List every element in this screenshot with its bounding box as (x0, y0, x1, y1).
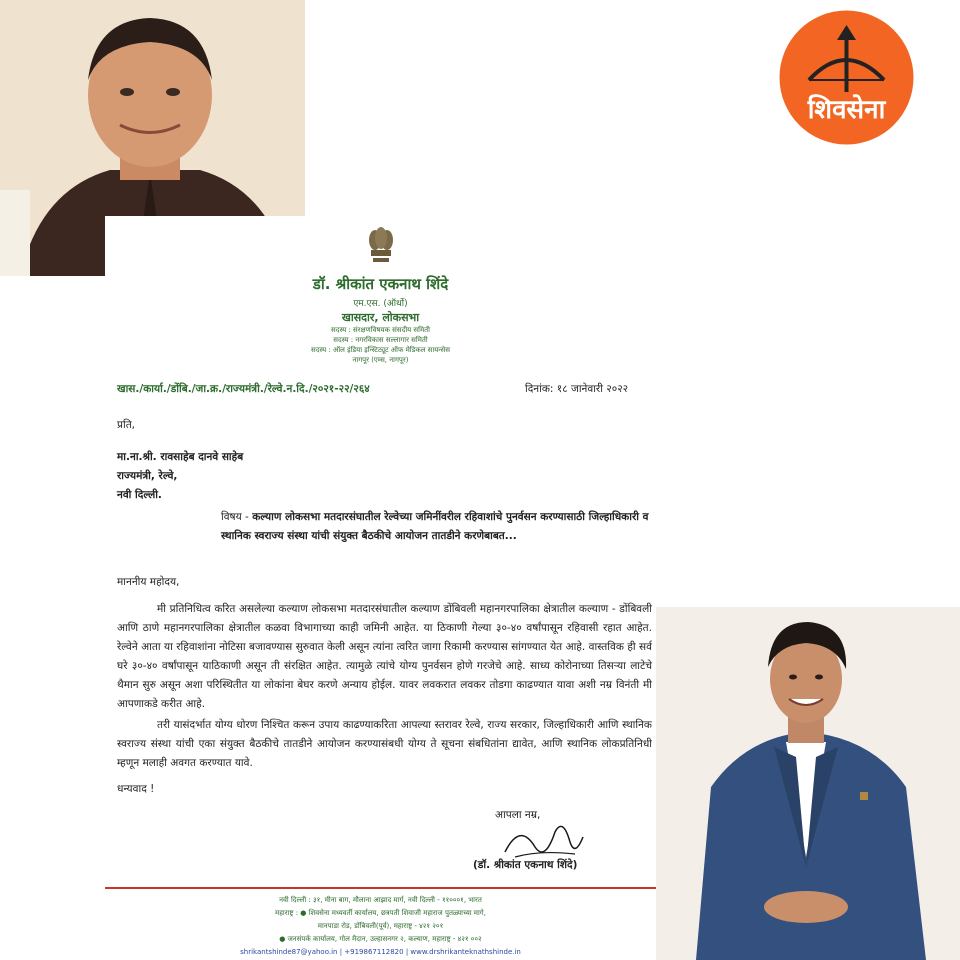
subject-text: कल्याण लोकसभा मतदारसंघातील रेल्वेच्या जमिनींवरील रहिवाशांचे पुनर्वसन करण्यासाठी जिल्हाधिकारी व स्थानिक स्वराज्य संस्था यांची संयुक्त बैठकीचे आयोजन तातडीने करणेबाबत... (221, 511, 649, 542)
salutation: माननीय महोदय, (117, 576, 180, 588)
recipient-name: मा.ना.श्री. रावसाहेब दानवे साहेब (117, 451, 244, 463)
footer-line: नवी दिल्ली : ३१, मीना बाग, मौलाना आझाद मार्ग, नवी दिल्ली - ११०००१, भारत (279, 896, 482, 904)
membership-line: सदस्य : नगरविकास सल्लागार समिती (333, 336, 428, 344)
membership-line: नागपूर (एम्स, नागपूर) (352, 356, 409, 364)
thanks-text: धन्यवाद ! (117, 783, 155, 795)
to-label: प्रति, (117, 419, 136, 431)
footer-line: मानपाडा रोड, डोंबिवली(पूर्व), महाराष्ट्र - ४२१ २०१ (317, 922, 444, 930)
closing-text: आपला नम्र, (495, 809, 541, 821)
footer-line: महाराष्ट्र : ● शिवसेना मध्यवर्ती कार्यालय, छत्रपती शिवाजी महाराज पुतळ्याच्या मागे, (275, 909, 486, 917)
letterhead-name: डॉ. श्रीकांत एकनाथ शिंदे (312, 275, 449, 293)
signatory-name: (डॉ. श्रीकांत एकनाथ शिंदे) (473, 859, 578, 871)
footer-line: ● जनसंपर्क कार्यालय, गोल मैदान, उल्हासनगर २, कल्याण, महाराष्ट्र - ४२१ ००२ (279, 935, 482, 943)
subject-line (221, 508, 651, 546)
letter-date: दिनांक: १८ जानेवारी २०२२ (525, 383, 629, 395)
subject-label: विषय - (221, 511, 249, 523)
letterhead-designation: खासदार, लोकसभा (341, 311, 420, 324)
membership-line: सदस्य : संरक्षणविषयक संसदीय समिती (331, 326, 430, 334)
letterhead-degree: एम.एस. (ऑर्थो) (353, 299, 408, 309)
footer-contact: shrikantshinde87@yahoo.in | +919867112820 | www.drshrikanteknathshinde.in (240, 948, 521, 956)
shivsena-logo (779, 10, 914, 145)
body-paragraph: तरी यासंदर्भात योग्य धोरण निश्चित करून उपाय काढण्याकरिता आपल्या स्तरावर रेल्वे, राज्य सरकार, जिल्हाधिकारी आणि स्थानिक स्वराज्य संस्था यांची एका संयुक्त बैठकीचे तातडीने आयोजन करण्यासंबधी योग्य ते सूचना संबधितांना द्यावेत, आणि स्थानिक लोकप्रतिनिधी म्हणून मलाही अवगत करण्यात यावे. (117, 719, 652, 769)
logo-text: शिवसेना (807, 95, 886, 125)
national-emblem-icon (363, 220, 399, 268)
reference-number: खास./कार्या./डोंबि./जा.क्र./राज्यमंत्री./रेल्वे.न.दि./२०२१-२२/२६४ (117, 383, 370, 395)
recipient-title: राज्यमंत्री, रेल्वे, (117, 470, 178, 482)
membership-line: सदस्य : ऑल इंडिया इन्स्टिट्यूट ऑफ मेडिकल सायन्सेस (310, 346, 451, 354)
letter-document (105, 216, 656, 960)
recipient-city: नवी दिल्ली. (117, 489, 162, 501)
footer-divider (105, 887, 656, 889)
portrait-photo-right (656, 607, 960, 960)
body-paragraph: मी प्रतिनिधित्व करित असलेल्या कल्याण लोकसभा मतदारसंघातील कल्याण डोंबिवली महानगरपालिका क्षेत्रातील कल्याण - डोंबिवली आणि ठाणे महानगरपालिका क्षेत्रातील कळवा विभागाच्या काही जमिनी आहेत. या ठिकाणी गेल्या ३०-४० वर्षांपासून रहिवासी रहात आहेत. रेल्वेने आता या रहिवाशांना नोटिसा बजावण्यास सुरुवात केली असून त्यांना त्वरित जागा रिकामी करण्यास सांगण्यात येत आहे. वास्तविक ही सर्व घरे ३०-४० वर्षांपासून याठिकाणी असून ती संरक्षित आहेत. त्यामुळे त्यांचे योग्य पुनर्वसन होणे गरजेचे आहे. साध्य कोरोनाच्या तिसऱ्या लाटेचे थैमान सुरु असून अशा परिस्थितीत या लोकांना बेघर करणे अन्याय होईल. यावर लवकरात लवकर तोडगा काढण्यात यावा अशी नम्र विनंती मी आपणाकडे करीत आहे. (117, 603, 652, 710)
